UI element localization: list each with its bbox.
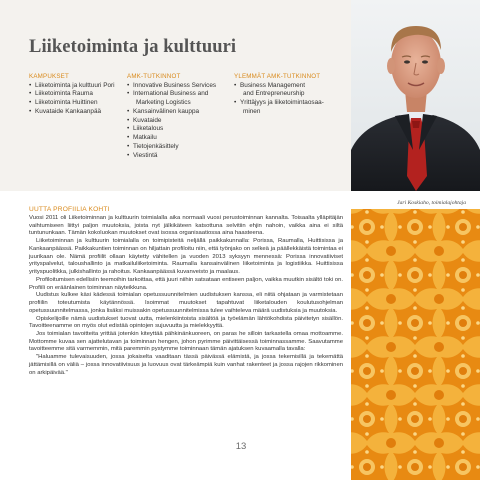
list-item: • Viestintä bbox=[127, 152, 237, 161]
column-heading: YLEMMÄT AMK-TUTKINNOT bbox=[234, 73, 321, 80]
article-paragraph: Liiketoiminnan ja kulttuurin toimialalla on toimipisteitä neljällä paikkakunnalla: Porissa, Raumalla, Huittisissa ja Kankaanpäässä. Paikkakuntien toiminnan on hiljattain profiloitu niin, että työnjako on selkeä ja päällekkäistä toimintaa ei juurikaan ole. Nämä profiilit ollaan käytetty vähitellen ja vuoden 2013 syksyyn mennessä: Porissa innovatiiviset yrityspalvelut, taloushallinto ja matkailuliiketoiminta. Raumalla kansainvälinen liiketoiminta ja logistiikka. Huittisissa yrityspuolitkka, julkishallinto ja rahoitus. Kankaanpäässä kuvanveisto ja maalaus. bbox=[29, 238, 343, 276]
article-paragraph: Uudistus kulkee käsi kädessä toimialan opetussuunnitelmien uudistuksen kanssa, eli niitä ohjataan ja varmistetaan profiilin toteutumista käytännössä. Isoimmat muutokset tapahtuvat liiketalouden koulutusohjelman opetussuunnitelmassa, jonka lisäksi muissakin opetussuunnitelmissa tulee vaihteleva määrä uudistuksia ja muutoksia. bbox=[29, 292, 343, 314]
photo-caption: Jari Koskiaho, toimialajohtaja bbox=[397, 200, 466, 206]
article-heading: UUTTA PROFIILIA KOHTI bbox=[29, 206, 110, 213]
column-heading: KAMPUKSET bbox=[29, 73, 69, 80]
list-item: • Liiketoiminta Huittinen bbox=[29, 99, 129, 108]
list-item: • Liiketalous bbox=[127, 125, 237, 134]
list-item-continued: and Entrepreneurship bbox=[243, 90, 305, 98]
list-item: • Liiketoiminta ja kulttuuri Pori bbox=[29, 82, 129, 91]
article-body bbox=[29, 215, 343, 377]
article-paragraph: Vuosi 2011 oli Liiketoiminnan ja kulttuurin toimialalla aika normaali vuosi perustoiminnan kannalta. Toisaalta ylläpitäjän vaihtumiseen liittyi paljon muutoksia, joista nyt jälkikäteen katsottuna selvitiin ehjin nahoin, vaikka aina ei siltä tuntununkaan. Tämän kokoluokan muutokset ovat isossa organisaatiossa aina haasteena. bbox=[29, 215, 343, 237]
list-item: • Matkailu bbox=[127, 134, 237, 143]
ornamental-pattern bbox=[351, 209, 480, 480]
portrait-illustration bbox=[351, 0, 480, 191]
campuses-column bbox=[29, 73, 129, 117]
degrees-column bbox=[127, 73, 237, 160]
list-item: • Kansainvälinen kauppa bbox=[127, 108, 237, 117]
masters-column bbox=[234, 73, 344, 117]
list-item: • Kuvataide Kankaanpää bbox=[29, 108, 129, 117]
list-item: • Kuvataide bbox=[127, 117, 237, 126]
article-quote: "Haluamme tulevaisuuden, jossa jokaiselta vaaditaan tässä päivässä elämistä, ja jossa tekemisillä ja tekemättä jättämisillä on väliä – jossa innovatiivisuus ja luovuus ovat tärkeämpiä kuin vanhat rakenteet ja jossa rajojen rikkominen on arkipäivää." bbox=[29, 354, 343, 376]
page-number: 13 bbox=[235, 441, 247, 452]
pattern-graphic bbox=[351, 209, 480, 480]
list-item: • Liiketoiminta Rauma bbox=[29, 90, 129, 99]
list-item: • Innovative Business Services bbox=[127, 82, 237, 91]
article-paragraph: Profiloitumisen edellisiin teemoihin tarkoittaa, että juuri niihin satsataan entiseen paljon, vaikka muutkin sisältö toki on. Profiili on eräänlainen toiminnan näyteikkuna. bbox=[29, 276, 343, 291]
list-item: • Business Management bbox=[234, 82, 344, 91]
list-item: • Tietojenkäsittely bbox=[127, 143, 237, 152]
list-item: • Yrittäjyys ja liiketoimintaosaa- bbox=[234, 99, 344, 108]
list-item-continued: Marketing Logistics bbox=[136, 99, 191, 106]
degrees-list bbox=[127, 82, 237, 161]
campuses-list bbox=[29, 82, 129, 117]
page-title: Liiketoiminta ja kulttuuri bbox=[29, 37, 237, 57]
article-paragraph: Jos toimialan tavoitteita yrittää jotenkin kiteyttää pähkinänkuoreen, on paras he silloin tarkastella omaa mottoamme. Mottomme kuvaa sen ajattelutavan ja toiminnan hengen, johon pyrimme päivittäisessä toiminnassamme. Saavutamme tavoitteemme sitä varmemmin, mitä paremmin pystymme toiminnaan tämän ajatuksen kuvaamalla tavalla: bbox=[29, 331, 343, 353]
article-paragraph: Opiskelijoille nämä uudistukset tuovat uutta, mielenkiintoista sisältöä ja työelämän lähtökohdista päivitetyn sisällön. Tavoitteenamme on myös olut edistää opintojen sujuvuutta ja mielekkyyttä. bbox=[29, 315, 343, 330]
portrait-photo bbox=[351, 0, 480, 191]
column-heading: AMK-TUTKINNOT bbox=[127, 73, 181, 80]
list-item: • International Business and bbox=[127, 90, 237, 99]
masters-list bbox=[234, 82, 344, 117]
list-item-continued: minen bbox=[243, 107, 261, 115]
